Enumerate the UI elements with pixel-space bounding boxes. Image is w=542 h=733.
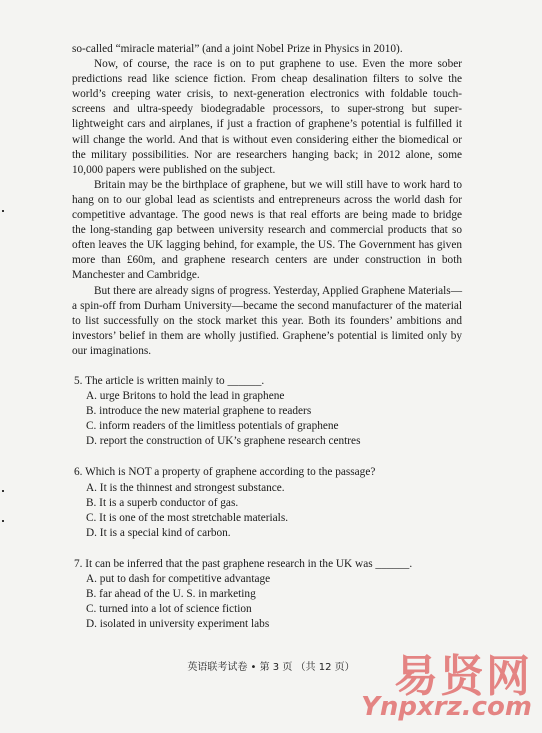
- option-d: D. report the construction of UK’s graphene research centres: [86, 435, 361, 448]
- margin-mark: [2, 520, 4, 522]
- question-stem: 5. The article is written mainly to ______.: [74, 375, 265, 387]
- passage-paragraph-2: Now, of course, the race is on to put graphene to use. Even the more sober predictions read like science fiction. From cheap desalination filters to solve the world’s creeping water crisis, to next-generation electronics with foldable touch-screens and ultra-speedy biodegradable processors, to super-strong but super-lightweight cars and airplanes, if just a fraction of graphene’s potential is fulfilled it will change the world. And that is without even considering either the biomedical or the military possibilities. Nor are researchers hanging back; in 2012 alone, some 10,000 papers were published on the subject.: [72, 58, 462, 176]
- option-a: A. put to dash for competitive advantage: [86, 573, 271, 586]
- option-c: C. inform readers of the limitless potentials of graphene: [86, 420, 339, 433]
- watermark-url: Ynpxrz.com: [361, 692, 532, 722]
- question-7: [72, 557, 472, 632]
- question-stem: 7. It can be inferred that the past graphene research in the UK was ______.: [74, 557, 413, 570]
- option-b: B. It is a superb conductor of gas.: [86, 496, 239, 509]
- option-a: A. urge Britons to hold the lead in graphene: [86, 390, 285, 403]
- watermark-chinese: 易贤网: [394, 651, 532, 702]
- passage-paragraph-3: Britain may be the birthplace of graphene, but we will still have to work hard to hang on to our global lead as scientists and entrepreneurs across the world dash for competitive advantage. The good news is that real efforts are being made to bridge the long-standing gap between university research and commercial products that so often leaves the UK lagging behind, for example, the US. The Government has given more than £60m, and graphene research centers are under construction in both Manchester and Cambridge.: [72, 178, 462, 282]
- reading-passage: [72, 42, 462, 359]
- option-b: B. far ahead of the U. S. in marketing: [86, 588, 256, 601]
- option-b: B. introduce the new material graphene to readers: [86, 405, 312, 418]
- option-d: D. It is a special kind of carbon.: [86, 526, 231, 539]
- option-c: C. It is one of the most stretchable materials.: [86, 511, 289, 524]
- question-stem: 6. Which is NOT a property of graphene according to the passage?: [74, 466, 376, 479]
- passage-paragraph-4: But there are already signs of progress. Yesterday, Applied Graphene Materials—a spin-off from Durham University—became the second manufacturer of the material to list successfully on the stock market this year. Both its founders’ ambitions and investors’ belief in them are wholly justified. Graphene’s potential is limited only by our imaginations.: [72, 284, 462, 357]
- option-a: A. It is the thinnest and strongest substance.: [86, 481, 285, 494]
- watermark-logo: [362, 640, 532, 730]
- option-d: D. isolated in university experiment labs: [86, 618, 270, 631]
- margin-mark: [2, 210, 4, 212]
- passage-paragraph-1: so-called “miracle material” (and a joint Nobel Prize in Physics in 2010).: [72, 43, 403, 55]
- margin-mark: [2, 490, 4, 492]
- option-c: C. turned into a lot of science fiction: [86, 603, 252, 616]
- question-5: [72, 374, 472, 449]
- question-list: [72, 374, 472, 648]
- question-6: [72, 465, 472, 540]
- page-footer: 英语联考试卷 • 第 3 页 （共 12 页）: [187, 662, 355, 673]
